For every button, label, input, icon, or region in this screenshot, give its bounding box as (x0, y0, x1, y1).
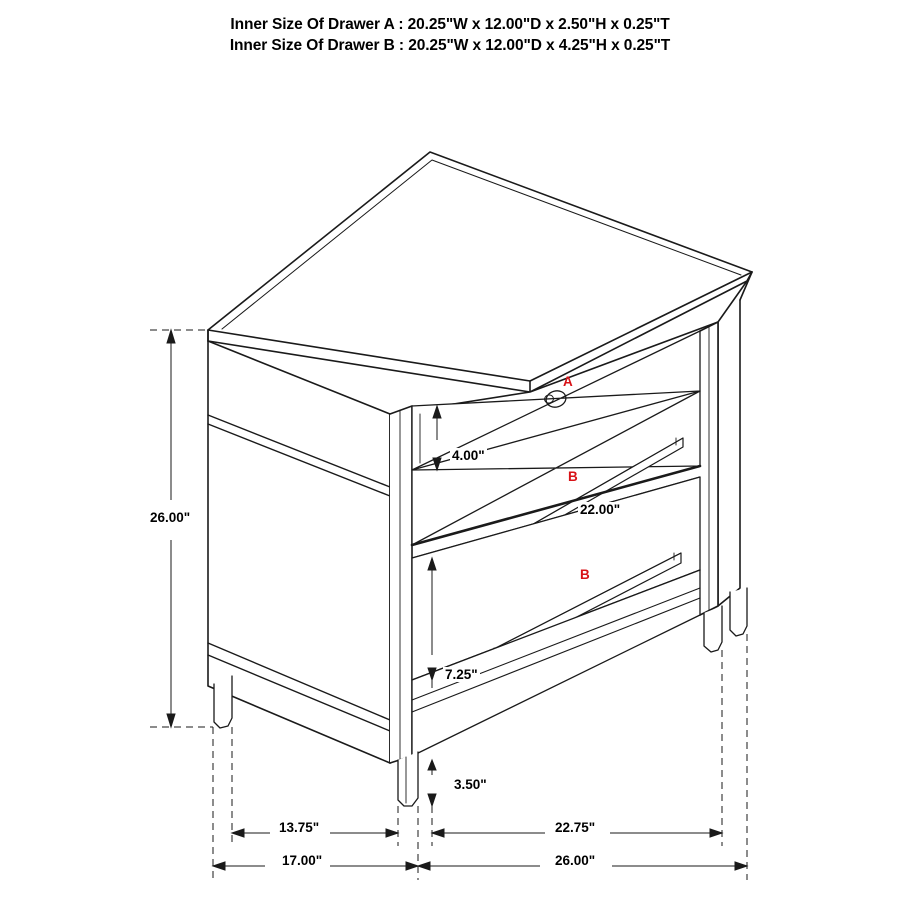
dim-label-drawer-b-height: 7.25" (445, 667, 478, 682)
dim-label-front-width-overall: 26.00" (555, 853, 596, 868)
arrow-height-top (167, 330, 175, 343)
arrow-height-bottom (167, 714, 175, 727)
dim-label-drawer-front-width: 22.00" (580, 502, 621, 517)
dim-label-overall-height: 26.00" (150, 510, 191, 525)
dim-label-side-depth-inner: 13.75" (279, 820, 320, 835)
drawer-b-upper-label: B (568, 469, 578, 484)
dim-label-leg-height: 3.50" (454, 777, 487, 792)
dim-label-front-width-inner: 22.75" (555, 820, 596, 835)
drawer-b-lower-label: B (580, 567, 590, 582)
title-line-drawer-a: Inner Size Of Drawer A : 20.25"W x 12.00"D x 2.50"H x 0.25"T (230, 16, 670, 33)
title-line-drawer-b: Inner Size Of Drawer B : 20.25"W x 12.00"D x 4.25"H x 0.25"T (229, 37, 671, 54)
dim-label-drawer-a-height: 4.00" (452, 448, 485, 463)
dim-label-side-depth-overall: 17.00" (282, 853, 323, 868)
drawer-a-label: A (563, 374, 573, 389)
